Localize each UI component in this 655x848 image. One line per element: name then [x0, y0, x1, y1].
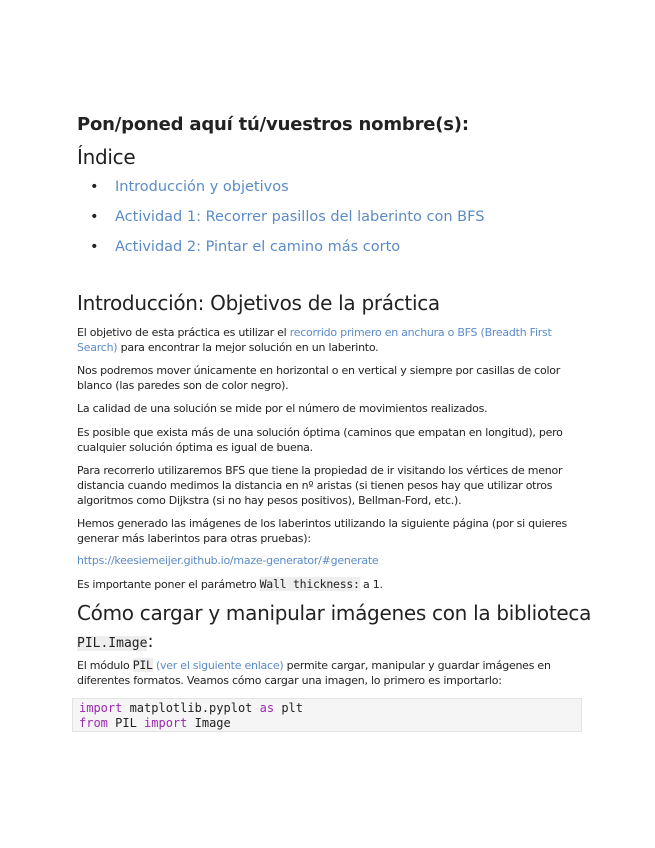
movement-paragraph: Nos podremos mover únicamente en horizontal o en vertical y siempre por casillas de color blanco (las paredes son de color negro).	[77, 364, 561, 392]
index-link-intro[interactable]: Introducción y objetivos	[115, 179, 289, 195]
pil-link[interactable]: (ver el siguiente enlace)	[152, 659, 284, 672]
keyword: import	[79, 701, 123, 715]
code: Image	[187, 716, 231, 730]
pil-paragraph	[77, 658, 572, 688]
text: :	[147, 631, 154, 652]
code: matplotlib.pyplot	[122, 701, 260, 715]
code: PIL	[107, 716, 145, 730]
index-link-activity2[interactable]: Actividad 2: Pintar el camino más corto	[115, 239, 401, 255]
generator-url-paragraph	[77, 553, 572, 568]
pil-heading: Cómo cargar y manipular imágenes con la biblioteca	[77, 601, 592, 625]
index-item: • Actividad 1: Recorrer pasillos del laberinto con BFS	[90, 209, 485, 225]
text: a 1.	[359, 578, 383, 591]
intro-paragraph	[77, 325, 572, 355]
maze-generator-link[interactable]: https://keesiemeijer.github.io/maze-generator/#generate	[77, 554, 379, 567]
text: El módulo	[77, 659, 133, 672]
bfs-paragraph: Para recorrerlo utilizaremos BFS que tiene la propiedad de ir visitando los vértices de menor distancia cuando medimos la distancia en nº aristas (si tienen pesos hay que utilizar otros algoritmos como Dijkstra (si no hay pesos positivos), Bellman-Ford, etc.).	[77, 464, 563, 507]
index-heading: Índice	[77, 145, 136, 169]
text: El objetivo de esta práctica es utilizar el	[77, 326, 290, 339]
index-link-activity1[interactable]: Actividad 1: Recorrer pasillos del laberinto con BFS	[115, 209, 485, 225]
text: Es importante poner el parámetro	[77, 578, 260, 591]
intro-heading: Introducción: Objetivos de la práctica	[77, 291, 440, 315]
optimal-paragraph: Es posible que exista más de una solución óptima (caminos que empatan en longitud), pero cualquier solución óptima es igual de buena.	[77, 426, 563, 454]
names-heading: Pon/poned aquí tú/vuestros nombre(s):	[77, 114, 469, 135]
keyword: as	[259, 701, 275, 715]
index-item: • Introducción y objetivos	[90, 179, 289, 195]
inline-code: PIL.Image	[77, 636, 148, 651]
code-cell[interactable]	[72, 698, 582, 732]
inline-code: Wall thickness:	[259, 577, 360, 591]
code: plt	[274, 701, 303, 715]
pil-heading-cont	[77, 631, 154, 652]
generator-paragraph: Hemos generado las imágenes de los laberintos utilizando la siguiente página (por si quieres generar más laberintos para otras pruebas):	[77, 517, 567, 545]
inline-code: PIL	[132, 658, 153, 672]
bfs-link[interactable]: recorrido primero en anchura o BFS (Breadth First Search)	[77, 326, 552, 354]
keyword: import	[144, 716, 188, 730]
keyword: from	[79, 716, 108, 730]
text: permite cargar, manipular y guardar imágenes en diferentes formatos. Veamos cómo cargar una imagen, lo primero es importarlo:	[77, 659, 551, 687]
wall-paragraph	[77, 577, 572, 592]
text: para encontrar la mejor solución en un laberinto.	[117, 341, 379, 354]
quality-paragraph: La calidad de una solución se mide por el número de movimientos realizados.	[77, 402, 488, 415]
index-item: • Actividad 2: Pintar el camino más corto	[90, 239, 401, 255]
